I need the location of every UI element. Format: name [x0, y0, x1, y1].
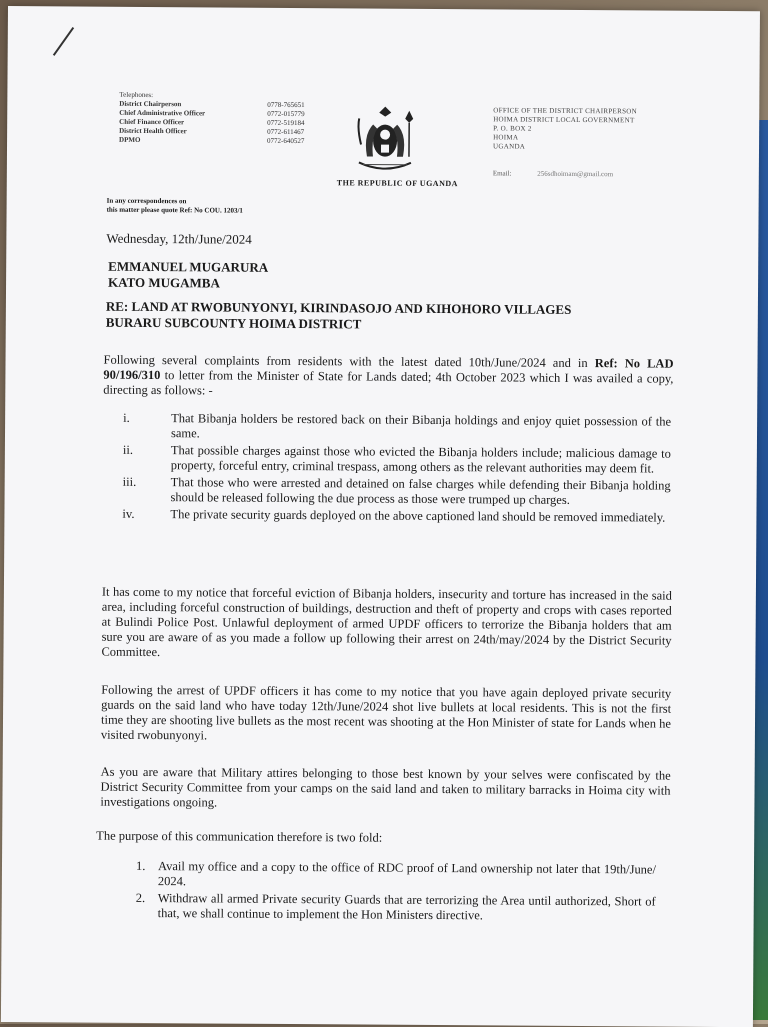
telephone-contacts	[119, 91, 329, 146]
letter-page	[1, 6, 760, 1027]
contact-role: District Chairperson	[119, 99, 182, 109]
body-paragraph: Following the arrest of UPDF officers it has come to my notice that you have again deployed private security guards on the said land who have today 12th/June/2024 shot live bullets at local residents. This is not the first time they are shooting live bullets as the most recent was shooting at the Hon Minister of state for Lands when he visited rwobunyonyi.	[100, 682, 672, 743]
contact-number: 0772-640527	[267, 136, 305, 146]
contact-number: 0772-015779	[267, 109, 305, 119]
republic-heading: THE REPUBLIC OF UGANDA	[336, 178, 458, 189]
list-text: That Bibanja holders be restored back on their Bibanja holdings and enjoy quiet possession of the same.	[170, 411, 672, 441]
contact-row	[119, 136, 329, 146]
contact-role: Chief Administrative Officer	[119, 108, 206, 118]
list-item	[123, 443, 671, 477]
reference-line: this matter please quote Ref: No COU. 1203/1	[106, 205, 243, 215]
contact-number: 0772-611467	[267, 127, 305, 137]
office-line: HOIMA DISTRICT LOCAL GOVERNMENT	[493, 115, 635, 125]
reference-line: In any correspondences on	[106, 196, 187, 206]
intro-reference: Ref: No LAD 90/196/310	[103, 356, 674, 383]
contact-number: 0778-765651	[267, 100, 305, 110]
reference-note	[107, 197, 243, 216]
contact-role: DPMO	[119, 135, 141, 144]
recipient-name: EMMANUEL MUGARURA	[108, 258, 269, 275]
list-number: ii.	[122, 442, 134, 457]
contact-number: 0772-519184	[267, 118, 305, 128]
contact-role: Chief Finance Officer	[119, 117, 185, 127]
office-line: OFFICE OF THE DISTRICT CHAIRPERSON	[493, 106, 638, 116]
intro-text: to letter from the Minister of State for Lands dated; 4th October 2023 which I was availed a copy, directing as follows: -	[103, 368, 674, 398]
purpose-list	[136, 859, 656, 927]
list-text: Withdraw all armed Private security Guards that are terrorizing the Area until authorized, Short of that, we shall continue to implement the Hon Ministers directive.	[157, 891, 656, 923]
list-item	[123, 411, 671, 445]
subject-text: BURARU SUBCOUNTY HOIMA DISTRICT	[105, 314, 362, 332]
list-number: 2.	[135, 890, 146, 905]
pen-mark	[53, 27, 74, 56]
list-number: iv.	[122, 506, 135, 521]
list-number: i.	[123, 410, 130, 425]
office-line: P. O. BOX 2	[493, 124, 532, 133]
contacts-heading: Telephones:	[119, 90, 154, 100]
subject-line	[106, 299, 666, 335]
contact-role: District Health Officer	[119, 126, 187, 136]
list-text: That possible charges against those who evicted the Bibanja holders include; malicious damage to property, forceful entry, criminal trespass, among others as the relevant authorities may deem fit.	[170, 443, 671, 476]
email-line	[493, 169, 613, 178]
letter-date: Wednesday, 12th/June/2024	[106, 230, 252, 247]
office-line: HOIMA	[493, 133, 519, 142]
list-item	[122, 507, 670, 526]
list-text: The private security guards deployed on the above captioned land should be removed immediately.	[170, 507, 666, 525]
list-number: iii.	[122, 474, 137, 489]
list-item	[123, 475, 671, 509]
subject-text: RE: LAND AT RWOBUNYONYI, KIRINDASOJO AND KIHOHORO VILLAGES	[105, 298, 572, 317]
intro-paragraph	[103, 353, 673, 402]
recipients	[108, 259, 268, 292]
office-line: UGANDA	[493, 142, 526, 151]
directives-list	[122, 411, 671, 528]
list-number: 1.	[135, 858, 146, 873]
intro-text: Following several complaints from residents with the latest dated 10th/June/2024 and in	[103, 352, 595, 371]
recipient-name: KATO MUGAMBA	[108, 274, 220, 291]
body-paragraph: The purpose of this communication therefore is two fold:	[96, 828, 383, 845]
list-item	[136, 891, 656, 925]
office-address	[493, 106, 637, 152]
body-paragraph: It has come to my notice that forceful eviction of Bibanja holders, insecurity and torture has increased in the said area, including forceful construction of buildings, destruction and theft of property and crops with cases reported at Bulindi Police Post. Unlawful deployment of armed UPDF officers to terrorize the Bibanja holders that am sure you are aware of as you made a follow up following their arrest on 24th/may/2024 by the District Security Committee.	[101, 584, 672, 660]
list-text: Avail my office and a copy to the office of RDC proof of Land ownership not later that 19th/June/ 2024.	[157, 859, 657, 889]
email-label: Email:	[492, 169, 512, 178]
coat-of-arms-icon	[343, 104, 428, 177]
list-text: That those who were arrested and detained on false charges while defending their Bibanja holding should be released following the due process as those were trumped up charges.	[170, 475, 671, 507]
list-item	[136, 859, 656, 893]
email-address: 256sdhoimam@gmail.com	[537, 169, 614, 179]
body-paragraph: As you are aware that Military attires belonging to those best known by your selves were confiscated by the District Security Committee from your camps on the said land and taken to military barracks in Hoima city with investigations ongoing.	[100, 764, 671, 810]
